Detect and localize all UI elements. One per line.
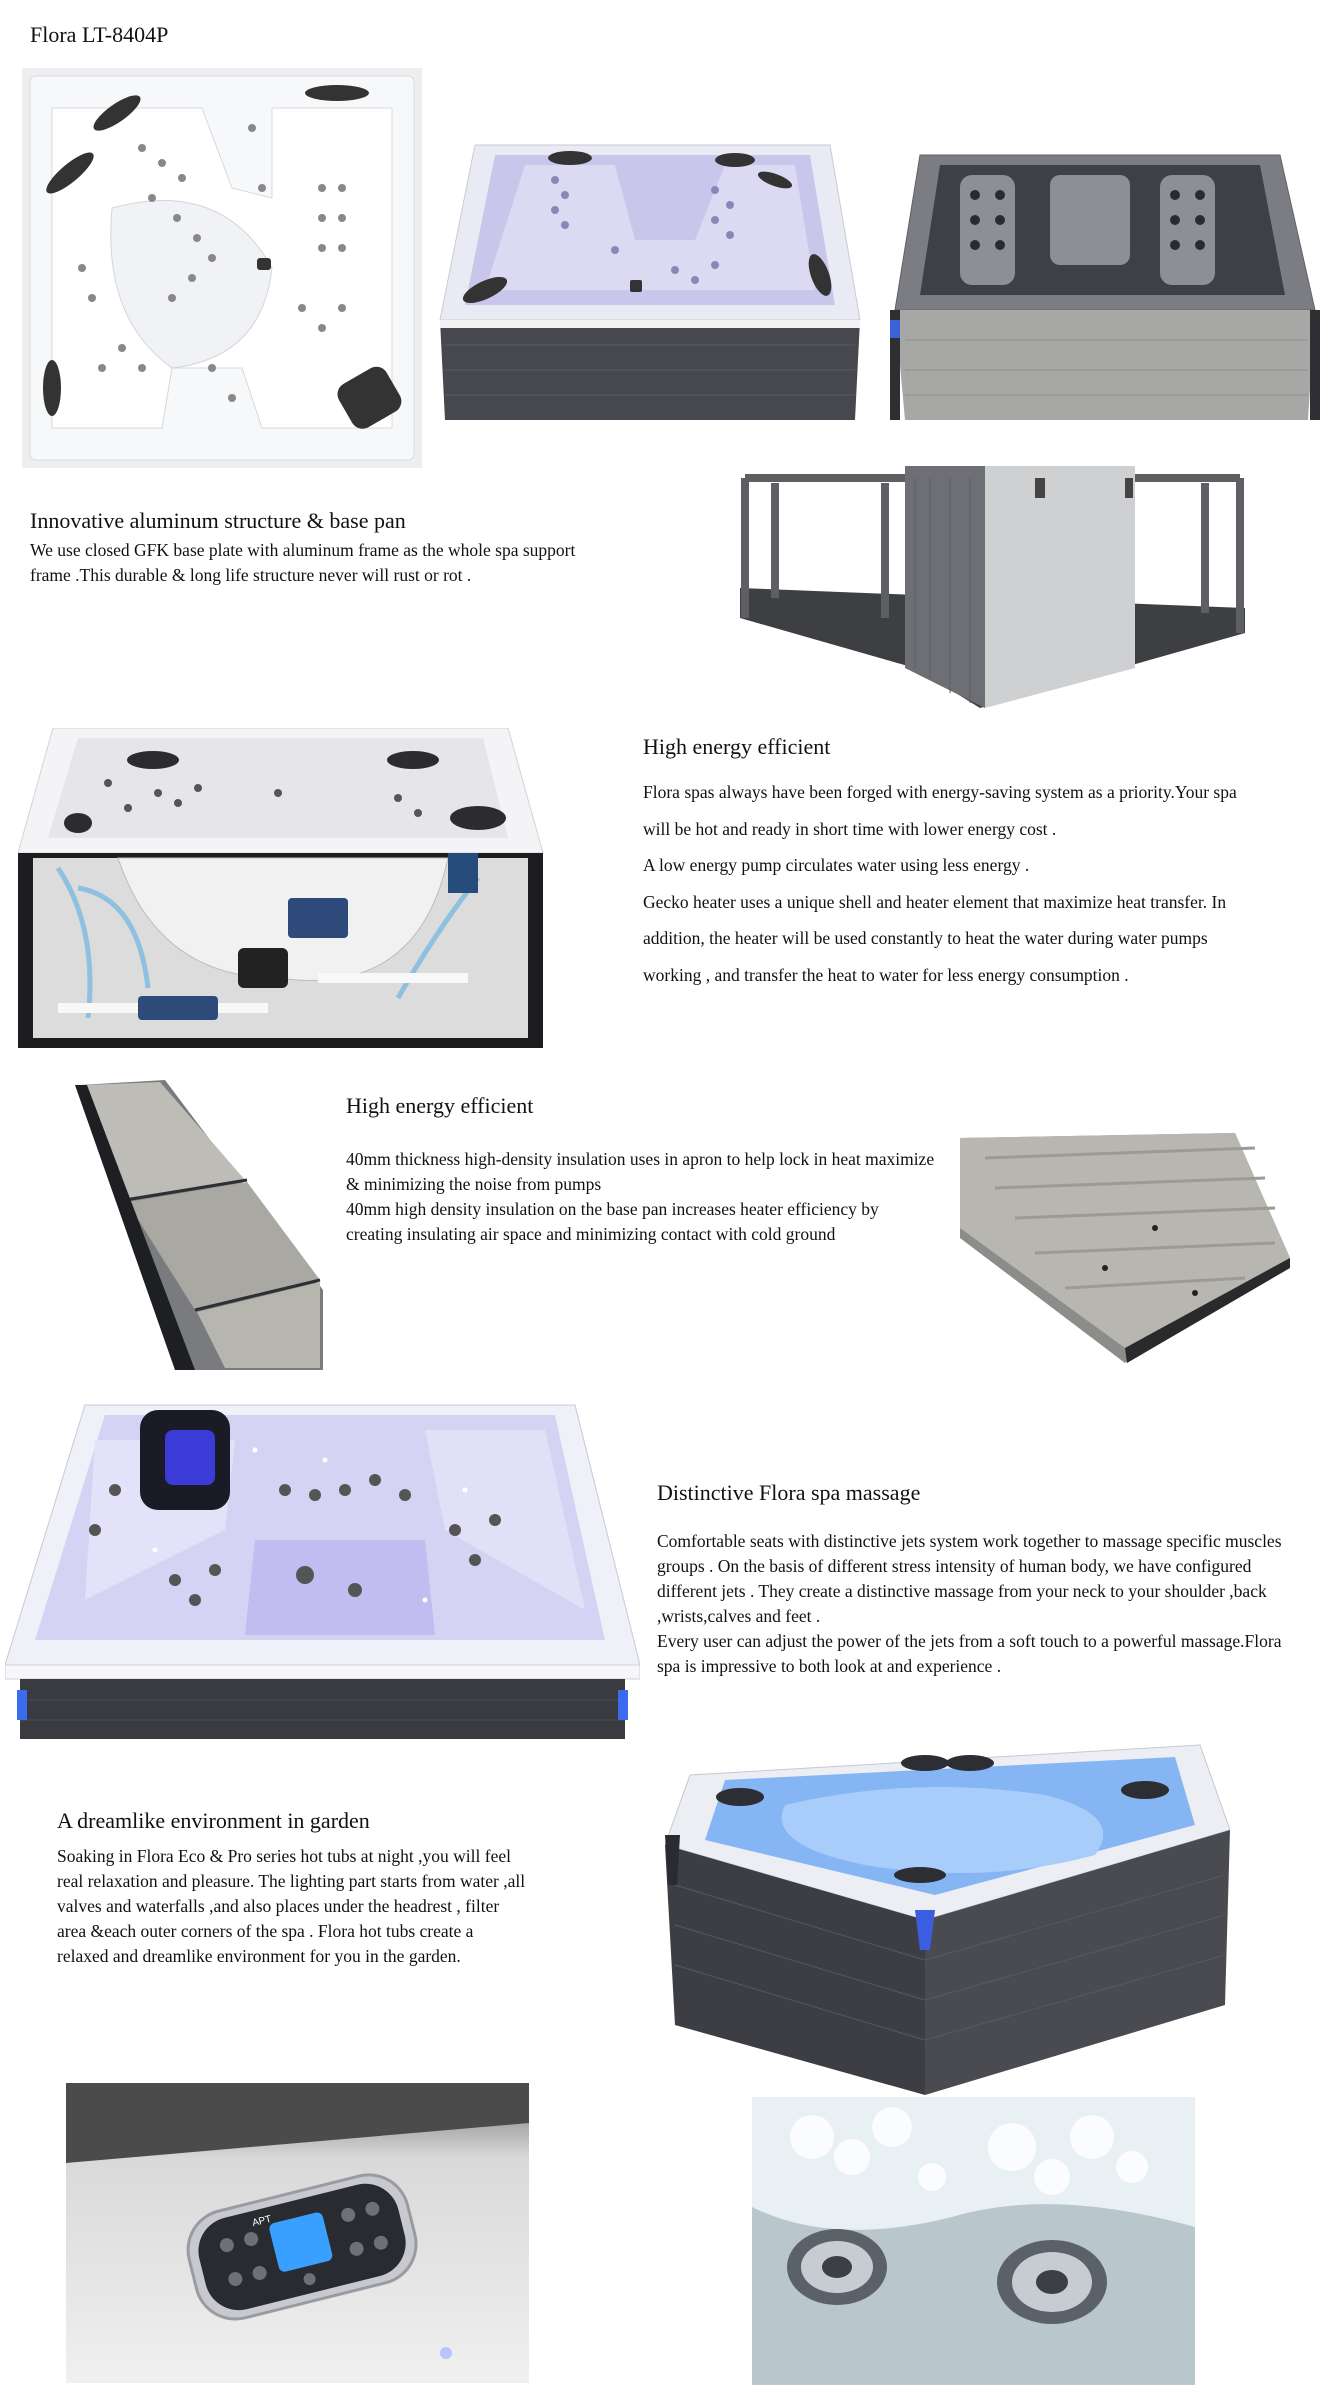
massage-line-1: Comfortable seats with distinctive jets system work together to massage specific muscles groups . On the basis of different stress intensity of human body, we have configured different jets . They create a distinctive massage from your neck to your shoulder ,back ,wrists,calves and feet . xyxy=(657,1531,1282,1626)
structure-heading: Innovative aluminum structure & base pan xyxy=(30,508,406,533)
spa-white-shell-image xyxy=(435,140,865,430)
garden-body: Soaking in Flora Eco & Pro series hot tubs at night ,you will feel real relaxation and pleasure. The lighting part starts from water ,all valves and waterfalls ,and also places under the headrest , filter area &each outer corners of the spa . Flora hot tubs create a relaxed and dreamlike environment for you in the garden. xyxy=(57,1846,526,1966)
massage-line-2: Every user can adjust the power of the jets from a soft touch to a powerful massage.Flora spa is impressive to both look at and experience . xyxy=(657,1631,1282,1676)
water-jets-image xyxy=(752,2097,1195,2385)
energy2-line-2: 40mm high density insulation on the base pan increases heater efficiency by creating insulating air space and minimizing contact with cold ground xyxy=(346,1199,879,1244)
page-title: Flora LT-8404P xyxy=(30,22,169,47)
energy-heading-1: High energy efficient xyxy=(643,734,831,759)
energy-heading-2: High energy efficient xyxy=(346,1093,534,1118)
control-panel-image xyxy=(66,2083,529,2383)
spa-equipment-image xyxy=(18,728,548,1050)
garden-heading: A dreamlike environment in garden xyxy=(57,1808,370,1833)
energy1-line-3: Gecko heater uses a unique shell and heater element that maximize heat transfer. In addition, the heater will be used constantly to heat the water during water pumps working , and transfer the heat to water for less energy consumption . xyxy=(643,891,1227,985)
energy1-line-1: Flora spas always have been forged with energy-saving system as a priority.Your spa will be hot and ready in short time with lower energy cost . xyxy=(643,782,1237,839)
massage-heading: Distinctive Flora spa massage xyxy=(657,1480,921,1505)
aluminum-frame-image xyxy=(735,458,1255,720)
energy2-line-1: 40mm thickness high-density insulation uses in apron to help lock in heat maximize & minimizing the noise from pumps xyxy=(346,1149,935,1194)
energy1-line-2: A low energy pump circulates water using less energy . xyxy=(643,855,1030,875)
structure-body: We use closed GFK base plate with aluminum frame as the whole spa support frame .This durable & long life structure never will rust or rot . xyxy=(30,540,576,585)
control-panel-brand: APT xyxy=(251,2213,273,2230)
spa-grey-shell-image xyxy=(890,145,1320,425)
insulation-panel-image xyxy=(75,1080,325,1370)
spa-lighting-image xyxy=(5,1400,640,1745)
spa-blue-water-image xyxy=(665,1735,1230,2095)
spa-top-view-image xyxy=(22,68,422,468)
base-pan-image xyxy=(955,1128,1295,1368)
